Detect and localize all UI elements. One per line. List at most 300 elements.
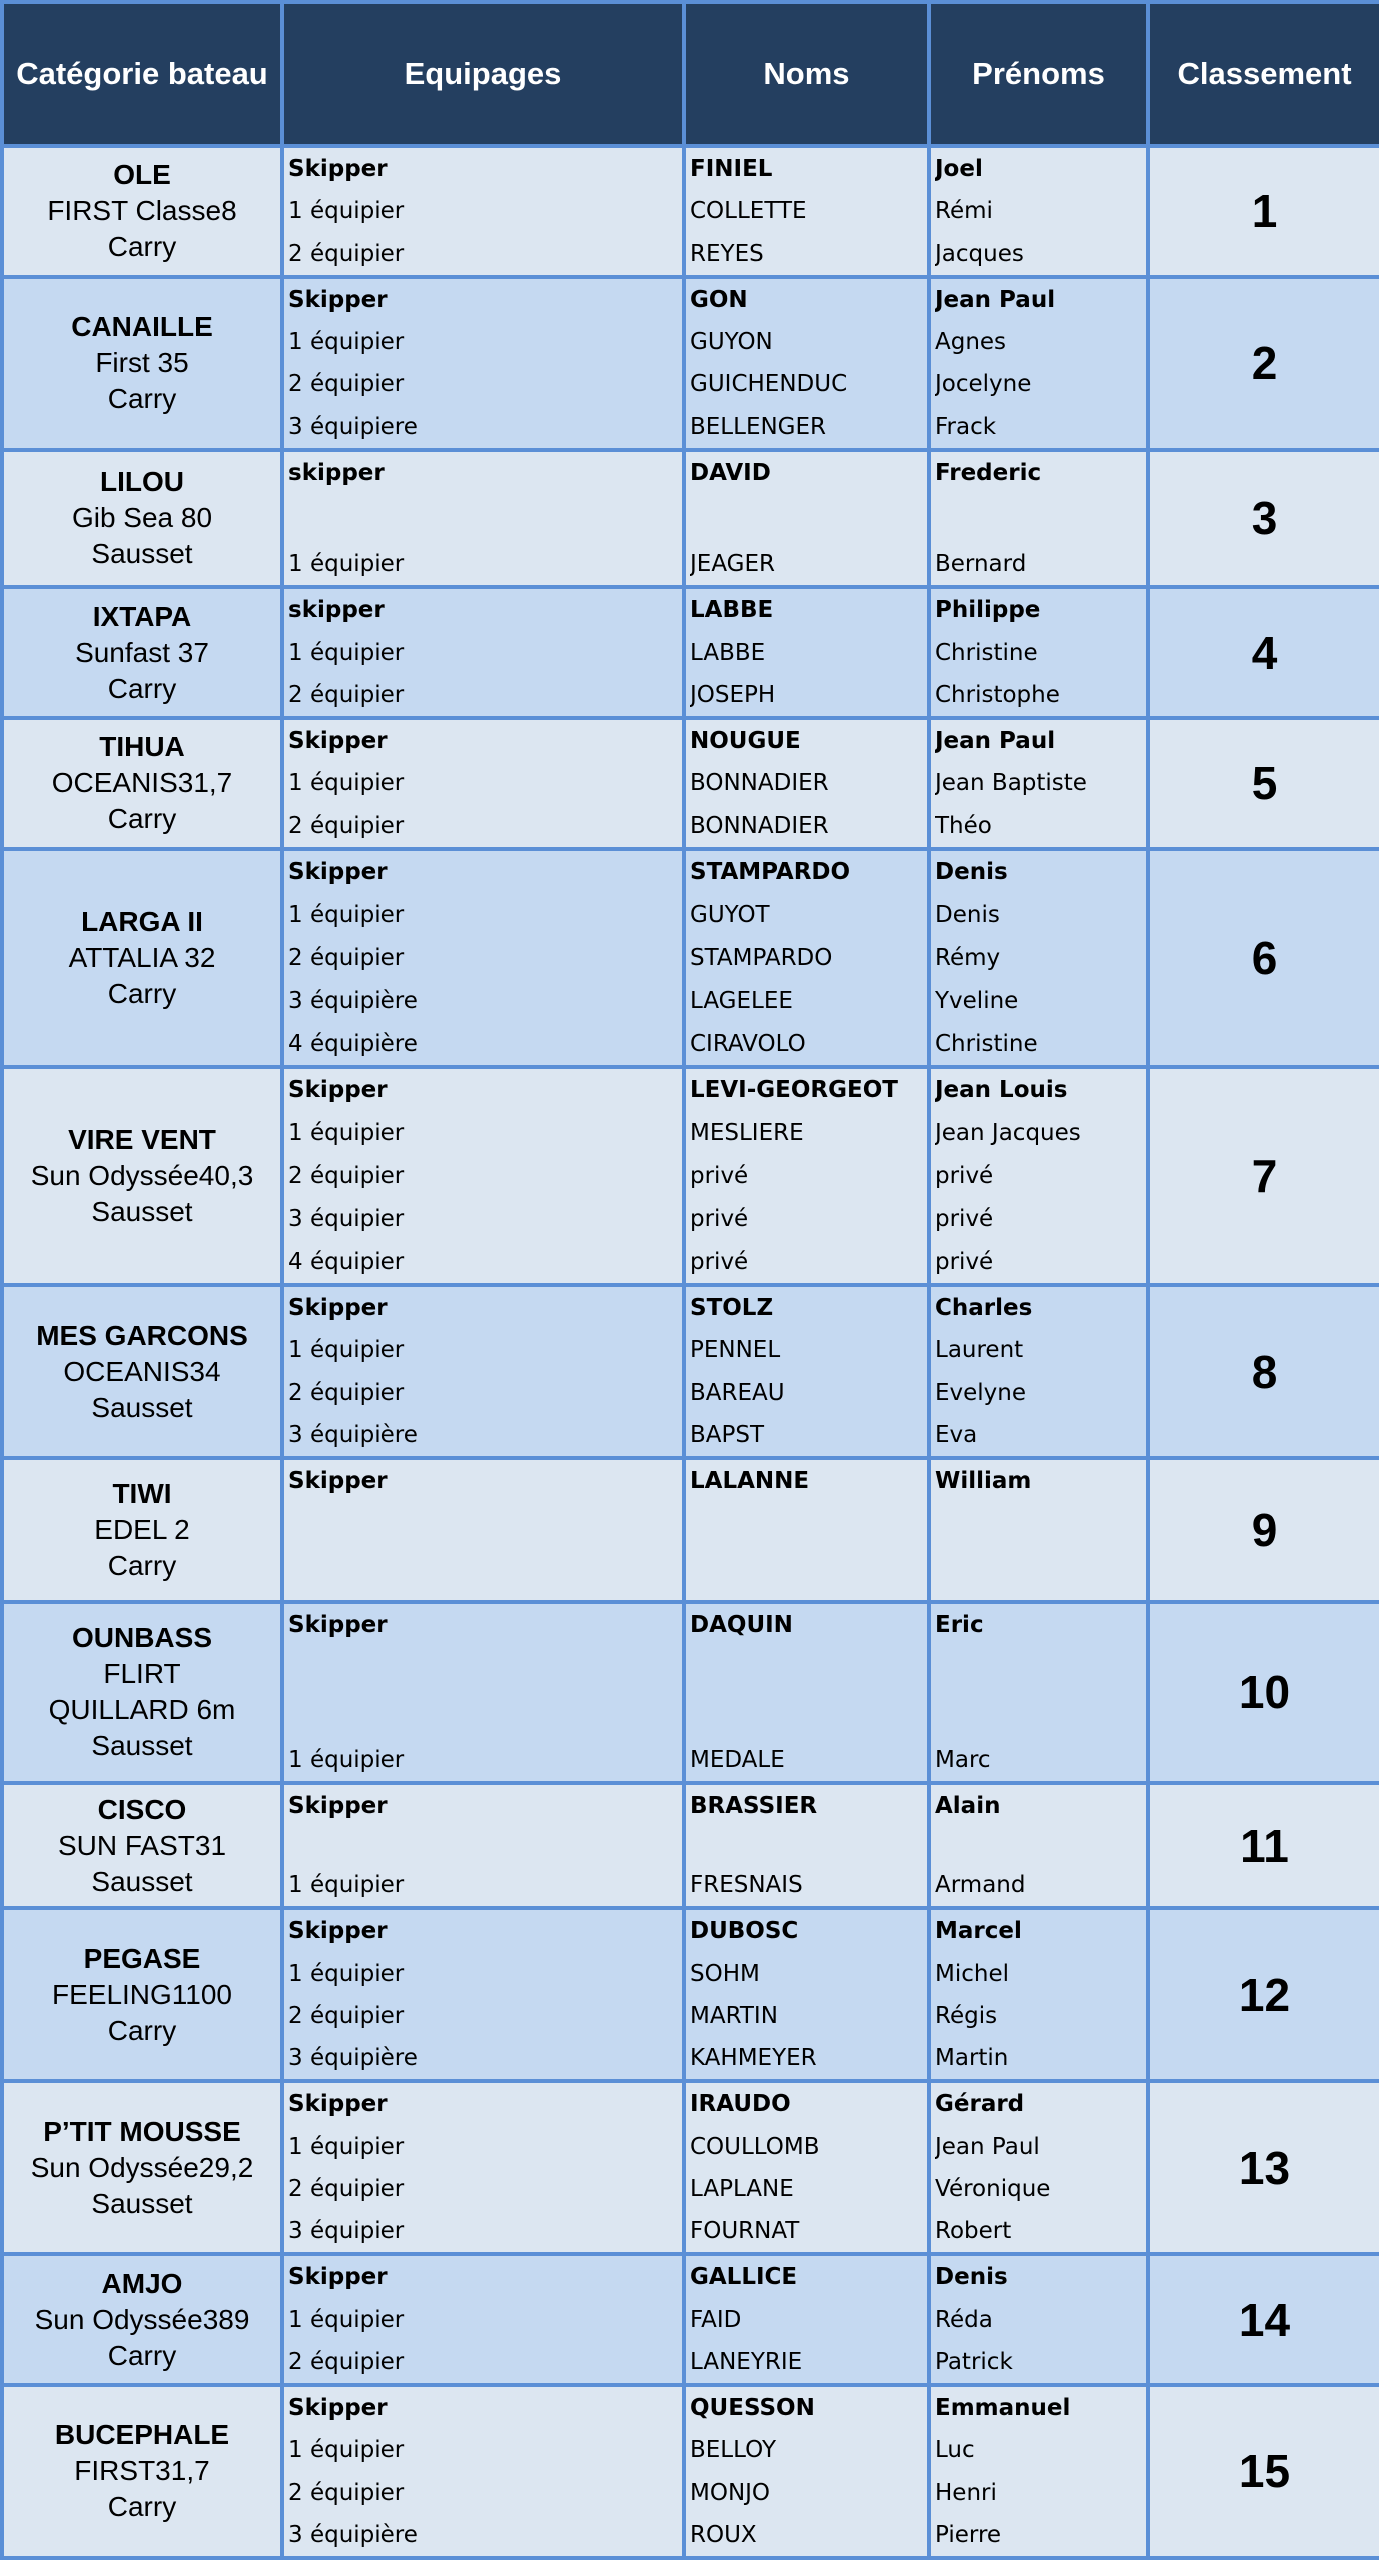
crew-stack [686, 279, 927, 448]
boat-name: TIHUA [99, 731, 185, 763]
boat-port: Carry [107, 672, 177, 704]
crew-prenom-cell [929, 2081, 1148, 2254]
crew-prenom: Eva [935, 1422, 978, 1448]
crew-stack [931, 720, 1146, 847]
crew-role-cell [282, 2385, 684, 2558]
crew-prenom: Michel [935, 1960, 1009, 1987]
crew-stack [931, 2387, 1146, 2556]
crew-role: 3 équipière [288, 987, 418, 1014]
crew-prenom: Régis [935, 2003, 998, 2030]
classement-value: 1 [1148, 146, 1379, 277]
crew-prenom: Patrick [935, 2348, 1013, 2375]
boat-model: FIRST Classe8 [47, 195, 237, 227]
crew-nom: privé [690, 1206, 749, 1233]
crew-nom: COULLOMB [690, 2133, 820, 2160]
crew-role: Skipper [288, 2091, 388, 2118]
boat-name: OLE [113, 159, 171, 191]
crew-nom-cell [684, 2385, 929, 2558]
crew-role: 2 équipier [288, 2348, 405, 2375]
crew-stack [931, 1785, 1146, 1907]
crew-prenom: Pierre [935, 2521, 1002, 2548]
table-row [2, 1783, 1379, 1909]
crew-nom: CIRAVOLO [690, 1030, 806, 1057]
crew-nom: BAPST [690, 1422, 765, 1448]
crew-role: Skipper [288, 1918, 388, 1945]
crew-stack [284, 589, 682, 716]
crew-stack [284, 2387, 682, 2556]
header-row [2, 2, 1379, 146]
crew-prenom: privé [935, 1249, 994, 1276]
table-row [2, 2254, 1379, 2385]
empty-line [690, 1829, 927, 1863]
crew-role: 1 équipier [288, 1960, 405, 1987]
crew-nom: BONNADIER [690, 812, 829, 839]
crew-nom-cell [684, 450, 929, 588]
empty-line [935, 1562, 1146, 1596]
crew-nom: GALLICE [690, 2264, 798, 2291]
crew-role: 1 équipier [288, 770, 405, 797]
crew-nom: BELLENGER [690, 413, 827, 440]
crew-prenom: Luc [935, 2437, 975, 2464]
crew-nom: DAVID [690, 459, 771, 486]
crew-prenom-cell [929, 1783, 1148, 1909]
crew-prenom: Philippe [935, 597, 1041, 624]
crew-prenom: Christine [935, 1030, 1038, 1057]
crew-nom: STOLZ [690, 1295, 774, 1322]
boat-category-cell [2, 2254, 282, 2385]
crew-role: 3 équipier [288, 1206, 405, 1233]
crew-nom-cell [684, 2081, 929, 2254]
crew-role-cell [282, 1458, 684, 1602]
crew-prenom: Théo [935, 812, 992, 839]
crew-role: Skipper [288, 156, 388, 182]
boat-port: Sausset [91, 538, 193, 570]
crew-role: Skipper [288, 858, 388, 885]
boat-port: Carry [107, 977, 177, 1009]
crew-role: 2 équipier [288, 2003, 405, 2030]
crew-prenom: Henri [935, 2479, 997, 2506]
crew-nom: IRAUDO [690, 2091, 791, 2118]
empty-line [690, 501, 927, 535]
crew-nom: BELLOY [690, 2437, 777, 2464]
boat-model: FLIRT [103, 1658, 181, 1690]
crew-nom-cell [684, 1458, 929, 1602]
boat-name: LARGA II [81, 905, 203, 937]
table-row [2, 146, 1379, 277]
crew-nom: LALANNE [690, 1468, 810, 1495]
crew-prenom: Jacques [935, 240, 1024, 267]
classement-value: 8 [1148, 1285, 1379, 1458]
crew-prenom: Frederic [935, 459, 1042, 486]
table-row [2, 2385, 1379, 2558]
crew-nom: GON [690, 286, 748, 313]
crew-prenom: Rémi [935, 198, 993, 225]
crew-prenom-cell [929, 1067, 1148, 1285]
crew-nom: STAMPARDO [690, 858, 851, 885]
boat-port: Carry [107, 383, 177, 415]
crew-nom: REYES [690, 240, 764, 267]
boat-port: Carry [107, 2339, 177, 2371]
boat-model: SUN FAST31 [57, 1829, 227, 1861]
empty-line [690, 1562, 927, 1596]
crew-nom: FINIEL [690, 156, 773, 182]
crew-prenom-cell [929, 1602, 1148, 1783]
boat-category-cell [2, 1908, 282, 2081]
table-row [2, 1908, 1379, 2081]
crew-prenom-cell [929, 1285, 1148, 1458]
crew-role: 2 équipier [288, 682, 405, 709]
crew-prenom: Véronique [935, 2175, 1051, 2202]
crew-nom-cell [684, 277, 929, 450]
crew-stack [931, 1287, 1146, 1456]
crew-stack [686, 1069, 927, 1283]
crew-role-cell [282, 2254, 684, 2385]
classement-value: 13 [1148, 2081, 1379, 2254]
crew-role: 1 équipier [288, 329, 405, 355]
empty-line [935, 1513, 1146, 1547]
boat-model: Sun Odyssée389 [34, 2303, 250, 2335]
crew-stack [931, 2083, 1146, 2252]
crew-role-cell [282, 450, 684, 588]
crew-role-cell [282, 146, 684, 277]
crew-prenom: Agnes [935, 329, 1007, 355]
crew-role: Skipper [288, 1611, 388, 1638]
crew-nom: FRESNAIS [690, 1872, 803, 1899]
crew-nom-cell [684, 1285, 929, 1458]
crew-role-cell [282, 1908, 684, 2081]
classement-value: 9 [1148, 1458, 1379, 1602]
crew-prenom: privé [935, 1163, 994, 1189]
crew-stack [284, 1460, 682, 1600]
crew-role-cell [282, 587, 684, 718]
boat-port: Sausset [91, 1391, 193, 1423]
empty-line [690, 1513, 927, 1547]
crew-nom: privé [690, 1163, 749, 1189]
crew-nom-cell [684, 1908, 929, 2081]
crew-prenom: Gérard [935, 2091, 1025, 2118]
boat-port: Carry [107, 231, 177, 263]
crew-prenom: Alain [935, 1792, 1001, 1819]
crew-nom: FOURNAT [690, 2218, 800, 2245]
crew-role-cell [282, 277, 684, 450]
crew-nom: LEVI-GEORGEOT [690, 1076, 898, 1103]
boat-name: BUCEPHALE [54, 2419, 230, 2451]
boat-name: VIRE VENT [68, 1124, 216, 1156]
results-body [2, 146, 1379, 2558]
crew-role: 2 équipier [288, 1163, 405, 1189]
crew-stack [931, 2256, 1146, 2383]
crew-stack [284, 720, 682, 847]
crew-nom: MONJO [690, 2479, 771, 2506]
crew-stack [284, 1287, 682, 1456]
crew-prenom: Denis [935, 2264, 1008, 2291]
crew-stack [284, 1785, 682, 1907]
crew-role-cell [282, 849, 684, 1067]
crew-nom: QUESSON [690, 2394, 815, 2421]
crew-stack [686, 148, 927, 275]
crew-nom: JEAGER [690, 551, 775, 578]
boat-category-cell [2, 2081, 282, 2254]
crew-nom: BAREAU [690, 1379, 785, 1406]
crew-nom: PENNEL [690, 1337, 781, 1364]
boat-model: OCEANIS34 [63, 1355, 221, 1387]
crew-role: 3 équipière [288, 1422, 418, 1448]
crew-prenom: Marc [935, 1746, 991, 1773]
crew-nom-cell [684, 718, 929, 849]
crew-role-cell [282, 718, 684, 849]
crew-nom: MARTIN [690, 2003, 778, 2030]
crew-stack [686, 2387, 927, 2556]
crew-prenom-cell [929, 146, 1148, 277]
classement-value: 2 [1148, 277, 1379, 450]
crew-stack [284, 2083, 682, 2252]
crew-role: Skipper [288, 1468, 388, 1495]
crew-stack [284, 279, 682, 448]
empty-line [935, 1829, 1146, 1863]
boat-category-cell [2, 2385, 282, 2558]
classement-value: 4 [1148, 587, 1379, 718]
boat-port: Carry [107, 1549, 177, 1581]
empty-line [690, 1675, 927, 1709]
classement-value: 5 [1148, 718, 1379, 849]
boat-category-cell [2, 1783, 282, 1909]
crew-role-cell [282, 2081, 684, 2254]
crew-stack [686, 2256, 927, 2383]
crew-role: 1 équipier [288, 639, 405, 666]
table-row [2, 277, 1379, 450]
boat-port: Carry [107, 2014, 177, 2046]
boat-model: OCEANIS31,7 [51, 767, 233, 799]
crew-nom-cell [684, 1783, 929, 1909]
crew-role: 1 équipier [288, 1872, 405, 1899]
crew-role-cell [282, 1067, 684, 1285]
crew-prenom: Armand [935, 1872, 1026, 1899]
crew-role: 3 équipiere [288, 413, 418, 440]
crew-role: skipper [288, 597, 385, 624]
empty-line [935, 501, 1146, 535]
crew-stack [686, 1785, 927, 1907]
crew-role: 4 équipière [288, 1030, 418, 1057]
empty-line [288, 1675, 682, 1709]
crew-prenom: Evelyne [935, 1379, 1027, 1406]
crew-prenom: Emmanuel [935, 2394, 1071, 2421]
crew-role: 3 équipière [288, 2045, 418, 2072]
crew-nom: LABBE [690, 639, 766, 666]
crew-nom: LAGELEE [690, 987, 793, 1014]
crew-role: Skipper [288, 1076, 388, 1103]
crew-stack [931, 148, 1146, 275]
crew-prenom: Denis [935, 858, 1008, 885]
classement-value: 15 [1148, 2385, 1379, 2558]
boat-port: Carry [107, 2491, 177, 2523]
crew-role: 2 équipier [288, 371, 405, 398]
table-row [2, 849, 1379, 1067]
boat-port: Sausset [91, 2187, 193, 2219]
header-prenoms: Prénoms [929, 2, 1148, 146]
crew-role-cell [282, 1783, 684, 1909]
crew-role: 1 équipier [288, 1119, 405, 1146]
crew-role: 1 équipier [288, 1746, 405, 1773]
crew-role: 2 équipier [288, 2175, 405, 2202]
crew-stack [284, 148, 682, 275]
crew-role: 1 équipier [288, 2306, 405, 2333]
crew-stack [284, 1910, 682, 2079]
crew-nom: BONNADIER [690, 770, 829, 797]
crew-nom: DAQUIN [690, 1611, 793, 1638]
crew-prenom: Réda [935, 2306, 993, 2333]
classement-value: 10 [1148, 1602, 1379, 1783]
crew-prenom-cell [929, 1908, 1148, 2081]
crew-stack [931, 589, 1146, 716]
crew-nom: SOHM [690, 1960, 760, 1987]
crew-stack [931, 1069, 1146, 1283]
boat-category-cell [2, 1285, 282, 1458]
crew-role: 2 équipier [288, 240, 405, 267]
crew-prenom-cell [929, 277, 1148, 450]
crew-role: 1 équipier [288, 2437, 405, 2464]
crew-role: 4 équipier [288, 1249, 405, 1276]
boat-model: Sunfast 37 [75, 636, 209, 668]
boat-name: AMJO [101, 2267, 183, 2299]
crew-nom: LANEYRIE [690, 2348, 803, 2375]
crew-stack [686, 589, 927, 716]
crew-prenom: Marcel [935, 1918, 1022, 1945]
table-row [2, 1067, 1379, 1285]
classement-value: 14 [1148, 2254, 1379, 2385]
crew-stack [931, 279, 1146, 448]
classement-value: 3 [1148, 450, 1379, 588]
crew-nom: BRASSIER [690, 1792, 818, 1819]
classement-value: 7 [1148, 1067, 1379, 1285]
crew-stack [931, 1460, 1146, 1600]
crew-nom: privé [690, 1249, 749, 1276]
boat-port: Sausset [91, 1865, 193, 1897]
crew-stack [686, 452, 927, 586]
crew-stack [931, 1910, 1146, 2079]
crew-nom: LAPLANE [690, 2175, 794, 2202]
crew-prenom-cell [929, 718, 1148, 849]
crew-prenom: Jean Paul [935, 2133, 1040, 2160]
boat-name: P’TIT MOUSSE [43, 2115, 241, 2147]
crew-stack [931, 452, 1146, 586]
boat-port: Sausset [91, 1730, 193, 1762]
crew-role-cell [282, 1285, 684, 1458]
crew-role-cell [282, 1602, 684, 1783]
crew-prenom: privé [935, 1206, 994, 1233]
boat-model: EDEL 2 [94, 1513, 190, 1545]
crew-role: Skipper [288, 2264, 388, 2291]
crew-nom: FAID [690, 2306, 742, 2333]
boat-name: MES GARCONS [36, 1319, 248, 1351]
crew-prenom: Joel [935, 156, 983, 182]
crew-prenom: William [935, 1468, 1032, 1495]
boat-model: QUILLARD 6m [48, 1694, 236, 1726]
crew-role: Skipper [288, 728, 388, 755]
boat-category-cell [2, 718, 282, 849]
boat-category-cell [2, 587, 282, 718]
boat-name: CANAILLE [71, 311, 213, 343]
crew-nom-cell [684, 1067, 929, 1285]
crew-stack [284, 2256, 682, 2383]
crew-prenom-cell [929, 2254, 1148, 2385]
crew-stack [931, 1604, 1146, 1781]
boat-name: IXTAPA [92, 600, 192, 632]
crew-nom-cell [684, 1602, 929, 1783]
crew-prenom: Jean Jacques [935, 1119, 1081, 1146]
crew-stack [686, 1604, 927, 1781]
crew-prenom: Jean Paul [935, 286, 1056, 313]
boat-model: Sun Odyssée29,2 [30, 2151, 254, 2183]
boat-category-cell [2, 277, 282, 450]
crew-prenom: Charles [935, 1295, 1033, 1322]
header-noms: Noms [684, 2, 929, 146]
crew-nom: GUYOT [690, 901, 770, 928]
crew-nom-cell [684, 2254, 929, 2385]
crew-stack [686, 1287, 927, 1456]
crew-role: Skipper [288, 1792, 388, 1819]
crew-stack [686, 1460, 927, 1600]
crew-prenom: Eric [935, 1611, 984, 1638]
boat-name: PEGASE [83, 1942, 201, 1974]
crew-nom: GUYON [690, 329, 773, 355]
crew-prenom-cell [929, 849, 1148, 1067]
empty-line [288, 1513, 682, 1547]
crew-prenom: Jocelyne [935, 371, 1032, 398]
crew-role: Skipper [288, 286, 388, 313]
crew-nom: MEDALE [690, 1746, 785, 1773]
crew-prenom: Robert [935, 2218, 1012, 2245]
table-row [2, 587, 1379, 718]
crew-prenom-cell [929, 587, 1148, 718]
crew-role: 2 équipier [288, 2479, 405, 2506]
crew-role: 3 équipière [288, 2521, 418, 2548]
classement-value: 11 [1148, 1783, 1379, 1909]
crew-role: 1 équipier [288, 901, 405, 928]
crew-role: skipper [288, 459, 385, 486]
table-row [2, 718, 1379, 849]
header-equipages: Equipages [282, 2, 684, 146]
table-row [2, 2081, 1379, 2254]
classement-value: 6 [1148, 849, 1379, 1067]
crew-role: 2 équipier [288, 812, 405, 839]
table-row [2, 1602, 1379, 1783]
crew-role: 1 équipier [288, 198, 405, 225]
crew-nom: DUBOSC [690, 1918, 799, 1945]
boat-category-cell [2, 1458, 282, 1602]
boat-name: TIWI [112, 1477, 172, 1509]
crew-nom: MESLIERE [690, 1119, 804, 1146]
crew-stack [686, 1910, 927, 2079]
boat-name: CISCO [97, 1793, 187, 1825]
crew-stack [284, 851, 682, 1065]
crew-prenom: Bernard [935, 551, 1027, 578]
boat-model: FIRST31,7 [74, 2455, 210, 2487]
empty-line [288, 501, 682, 535]
crew-nom: KAHMEYER [690, 2045, 817, 2072]
crew-role: 1 équipier [288, 2133, 405, 2160]
table-row [2, 450, 1379, 588]
table-row [2, 1458, 1379, 1602]
crew-stack [284, 1069, 682, 1283]
boat-model: FEELING1100 [51, 1978, 233, 2010]
crew-prenom: Yveline [935, 987, 1019, 1014]
crew-nom: STAMPARDO [690, 944, 833, 971]
boat-category-cell [2, 146, 282, 277]
crew-prenom-cell [929, 2385, 1148, 2558]
classement-value: 12 [1148, 1908, 1379, 2081]
crew-stack [931, 851, 1146, 1065]
empty-line [935, 1675, 1146, 1709]
